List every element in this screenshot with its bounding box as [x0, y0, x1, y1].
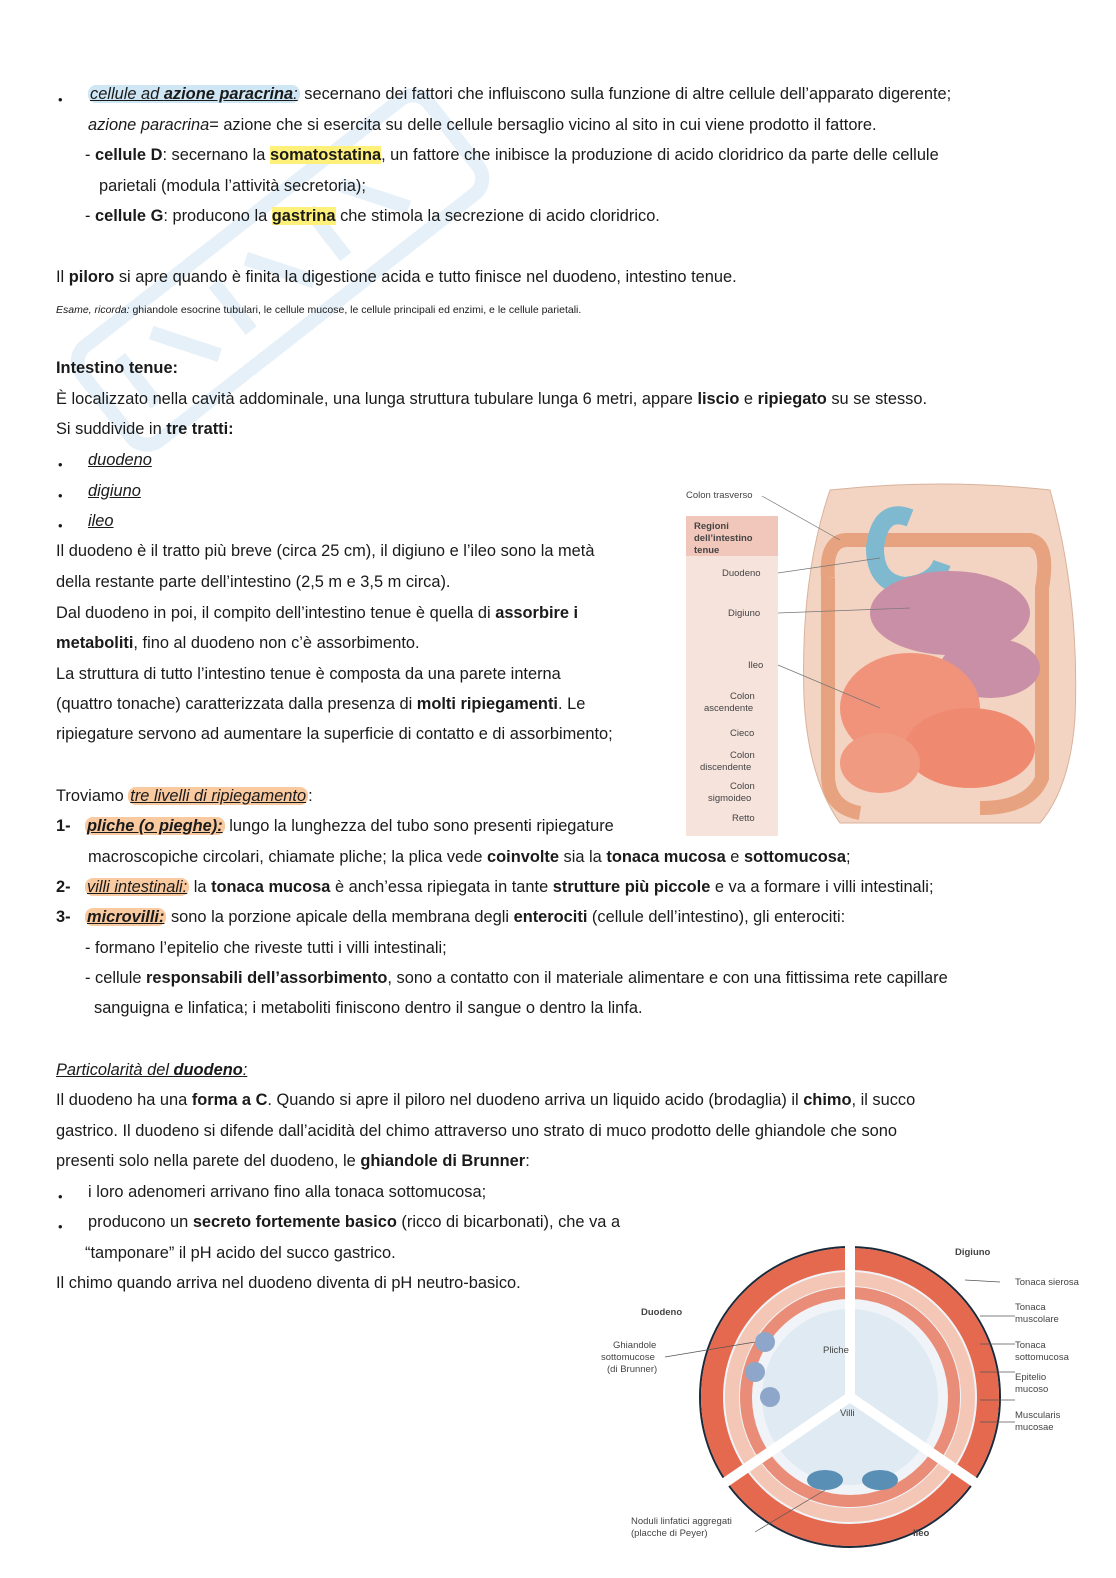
text: :: [525, 1152, 530, 1170]
small-intestine-illustration: [680, 478, 1090, 838]
paracrine-term-prefix: cellule ad: [90, 85, 164, 103]
label-pliche: Pliche: [823, 1345, 849, 1356]
label-regioni-1: Regioni: [694, 521, 729, 532]
text: Si suddivide in: [56, 420, 167, 438]
enterociti-sub-2-cont: sanguigna e linfatica; i metaboliti finiscono dentro il sangue o dentro la linfa.: [94, 999, 643, 1017]
tratto-item: duodeno: [88, 451, 152, 469]
paracrine-definition: [88, 115, 877, 135]
livelli-term: tre livelli di ripiegamento: [130, 787, 307, 805]
bold-term: coinvolte: [487, 848, 559, 866]
piloro-paragraph: [56, 267, 737, 287]
text: - cellule: [85, 969, 147, 987]
text: presenti solo nella parete del duodeno, le: [56, 1152, 361, 1170]
paracrine-term-suffix: :: [293, 85, 298, 103]
text: sia la: [558, 848, 607, 866]
label-colon-sig-2: sigmoideo: [708, 793, 752, 804]
label-colon-asc-1: Colon: [730, 691, 755, 702]
text: (quattro tonache) caratterizzata dalla presenza di: [56, 695, 417, 713]
piloro-term: piloro: [68, 268, 115, 286]
cells-g-text1: : producono la: [163, 207, 272, 225]
tratto-item: ileo: [88, 512, 114, 530]
label-muscularis-1: Muscularis: [1015, 1410, 1061, 1421]
intestino-paragraph: Il duodeno è il tratto più breve (circa 25 cm), il digiuno e l’ileo sono la metà: [56, 542, 595, 560]
livello-1: [56, 816, 71, 836]
livello-3: [56, 907, 71, 927]
liscio-term: liscio: [697, 390, 740, 408]
tre-tratti-term: tre tratti:: [166, 420, 234, 438]
intestino-paragraph: [56, 694, 585, 714]
bold-term: duodeno: [173, 1061, 243, 1079]
label-ghiandole-3: (di Brunner): [607, 1364, 658, 1375]
bold-term: metaboliti: [56, 634, 134, 652]
text: . Quando si apre il piloro nel duodeno arriva un liquido acido (brodaglia) il: [267, 1091, 804, 1109]
label-epitelio-1: Epitelio: [1015, 1372, 1047, 1383]
intestino-line-2: [56, 419, 234, 439]
intestino-heading: Intestino tenue:: [56, 359, 179, 377]
text: :: [242, 1061, 248, 1079]
text: ;: [845, 848, 851, 866]
text: , sono a contatto con il materiale alimentare e con una fittissima rete capillare: [387, 969, 948, 987]
intestino-line-1: [56, 389, 927, 409]
text: Il duodeno ha una: [56, 1091, 192, 1109]
livelli-intro: [56, 786, 313, 806]
label-colon-disc-2: discendente: [700, 762, 752, 773]
bold-term: sottomucosa: [743, 848, 846, 866]
text: la: [189, 878, 212, 896]
bold-term: tonaca mucosa: [211, 878, 331, 896]
label-colon-disc-1: Colon: [730, 750, 755, 761]
text: producono un: [88, 1213, 193, 1231]
cells-d-label: cellule D: [95, 146, 163, 164]
paracrine-line: [88, 84, 951, 104]
intestino-paragraph: La struttura di tutto l’intestino tenue è composta da una parete interna: [56, 665, 561, 683]
bold-term: forma a C: [191, 1091, 268, 1109]
cells-d-line: [85, 145, 939, 165]
bold-term: ghiandole di Brunner: [360, 1152, 526, 1170]
text: , il succo: [851, 1091, 916, 1109]
piloro-pre: Il: [56, 268, 69, 286]
label-retto: Retto: [732, 813, 755, 824]
label-ileo: Ileo: [913, 1528, 930, 1539]
intestino-paragraph: ripiegature servono ad aumentare la superficie di contatto e di assorbimento;: [56, 725, 613, 743]
label-digiuno: Digiuno: [728, 608, 761, 619]
label-duodeno: Duodeno: [722, 568, 761, 579]
paracrine-term-bold: azione paracrina: [163, 85, 294, 103]
text: Dal duodeno in poi, il compito dell’intestino tenue è quella di: [56, 604, 496, 622]
cells-g-label: cellule G: [95, 207, 164, 225]
intestino-paragraph: [56, 603, 578, 623]
text: È localizzato nella cavità addominale, una lunga struttura tubulare lunga 6 metri, appare: [56, 390, 698, 408]
definition-text: = azione che si esercita su delle cellule bersaglio vicino al sito in cui viene prodotto il fattore.: [209, 116, 877, 134]
bold-term: molti ripiegamenti: [416, 695, 558, 713]
somatostatina-term: somatostatina: [269, 146, 382, 164]
exam-note-text: ghiandole esocrine tubulari, le cellule mucose, le cellule principali ed enzimi, e le cellule parietali.: [129, 304, 582, 316]
label-tonaca-muscolare-2: muscolare: [1015, 1314, 1059, 1325]
label-cieco: Cieco: [730, 728, 755, 739]
item-number: 3-: [56, 908, 71, 926]
bold-term: enterociti: [513, 908, 588, 926]
text: su se stesso.: [826, 390, 928, 408]
microvilli-term: microvilli:: [87, 908, 165, 926]
text: , fino al duodeno non c’è assorbimento.: [133, 634, 420, 652]
cells-d-text1: : secernano la: [162, 146, 270, 164]
label-ghiandole-2: sottomucose: [601, 1352, 655, 1363]
label-regioni-2: dell’intestino: [694, 533, 753, 544]
item-number: 1-: [56, 817, 71, 835]
cells-d-text2: , un fattore che inibisce la produzione di acido cloridrico da parte delle cellule: [381, 146, 939, 164]
text: è anch’essa ripiegata in tante: [330, 878, 553, 896]
bold-term: strutture più piccole: [552, 878, 711, 896]
paracrine-desc: secernano dei fattori che influiscono sulla funzione di altre cellule dell’apparato digerente;: [299, 85, 952, 103]
intestino-paragraph: della restante parte dell’intestino (2,5 m e 3,5 m circa).: [56, 573, 451, 591]
brunner-bullet-2: [88, 1212, 620, 1232]
brunner-bullet-1: i loro adenomeri arrivano fino alla tonaca sottomucosa;: [88, 1183, 487, 1201]
label-colon-sig-1: Colon: [730, 781, 755, 792]
bullet: •: [58, 1219, 63, 1234]
label-digiuno: Digiuno: [955, 1247, 991, 1258]
text: macroscopiche circolari, chiamate pliche; la plica vede: [88, 848, 488, 866]
intestinal-wall-illustration: [595, 1222, 1095, 1574]
cells-g-text2: che stimola la secrezione di acido cloridrico.: [335, 207, 660, 225]
label-muscularis-2: mucosae: [1015, 1422, 1054, 1433]
text: Particolarità del: [56, 1061, 174, 1079]
dash: -: [85, 207, 96, 225]
intestino-paragraph: [56, 633, 420, 653]
pliche-term: pliche (o pieghe):: [87, 817, 223, 835]
text: e: [725, 848, 744, 866]
duodeno-conclusion: Il chimo quando arriva nel duodeno diventa di pH neutro-basico.: [56, 1274, 521, 1292]
livello-1-text: [85, 816, 614, 836]
text: e va a formare i villi intestinali;: [710, 878, 934, 896]
label-colon-trasverso: Colon trasverso: [686, 490, 753, 501]
livello-2-text: [85, 877, 934, 897]
bold-term: chimo: [803, 1091, 852, 1109]
label-duodeno: Duodeno: [641, 1307, 683, 1318]
definition-term: azione paracrina: [88, 116, 210, 134]
label-epitelio-2: mucoso: [1015, 1384, 1049, 1395]
livello-2: [56, 877, 71, 897]
bold-term: assorbire i: [495, 604, 579, 622]
label-tonaca-sierosa: Tonaca sierosa: [1015, 1277, 1079, 1288]
livello-3-text: [85, 907, 845, 927]
bullet: •: [58, 488, 63, 503]
label-noduli-1: Noduli linfatici aggregati: [631, 1516, 732, 1527]
enterociti-sub-1: - formano l’epitelio che riveste tutti i villi intestinali;: [85, 939, 447, 957]
exam-note: [56, 300, 581, 320]
exam-note-label: Esame, ricorda:: [56, 304, 130, 316]
villi-term: villi intestinali:: [87, 878, 188, 896]
text: . Le: [557, 695, 586, 713]
bullet: •: [58, 457, 63, 472]
bold-term: secreto fortemente basico: [192, 1213, 397, 1231]
bold-term: tonaca mucosa: [606, 848, 726, 866]
duodeno-paragraph: [56, 1151, 530, 1171]
label-tonaca-sottomucosa-1: Tonaca: [1015, 1340, 1046, 1351]
brunner-bullet-2-cont: “tamponare” il pH acido del succo gastrico.: [85, 1244, 396, 1262]
label-ghiandole-1: Ghiandole: [613, 1340, 657, 1351]
section-heading: [56, 358, 178, 378]
enterociti-sub-2: [85, 968, 948, 988]
text: e: [739, 390, 758, 408]
ripiegato-term: ripiegato: [757, 390, 827, 408]
label-noduli-2: (placche di Peyer): [631, 1528, 708, 1539]
cells-d-continuation: parietali (modula l’attività secretoria);: [99, 177, 366, 195]
duodeno-paragraph: [56, 1090, 915, 1110]
label-colon-asc-2: ascendente: [704, 703, 754, 714]
text: sono la porzione apicale della membrana degli: [166, 908, 514, 926]
text: lungo la lunghezza del tubo sono presenti ripiegature: [224, 817, 614, 835]
text: :: [308, 787, 313, 805]
bullet: •: [58, 518, 63, 533]
tratto-item: digiuno: [88, 482, 141, 500]
label-ileo: Ileo: [748, 660, 764, 671]
label-tonaca-sottomucosa-2: sottomucosa: [1015, 1352, 1069, 1363]
text: (cellule dell’intestino), gli enterociti:: [587, 908, 846, 926]
piloro-text: si apre quando è finita la digestione acida e tutto finisce nel duodeno, intestino tenue.: [114, 268, 737, 286]
label-tonaca-muscolare-1: Tonaca: [1015, 1302, 1046, 1313]
gastrina-term: gastrina: [271, 207, 336, 225]
duodeno-paragraph: gastrico. Il duodeno si difende dall’acidità del chimo attraverso uno strato di muco prodotto delle ghiandole che sono: [56, 1122, 897, 1140]
text: Troviamo: [56, 787, 129, 805]
bullet: •: [58, 92, 63, 107]
bullet: •: [58, 1189, 63, 1204]
dash: -: [85, 146, 96, 164]
item-number: 2-: [56, 878, 71, 896]
livello-1-cont: [88, 847, 851, 867]
label-villi: Villi: [840, 1408, 855, 1419]
duodeno-heading: [56, 1060, 247, 1080]
bold-term: responsabili dell’assorbimento: [146, 969, 388, 987]
cells-g-line: [85, 206, 660, 226]
text: (ricco di bicarbonati), che va a: [396, 1213, 621, 1231]
label-regioni-3: tenue: [694, 545, 720, 556]
